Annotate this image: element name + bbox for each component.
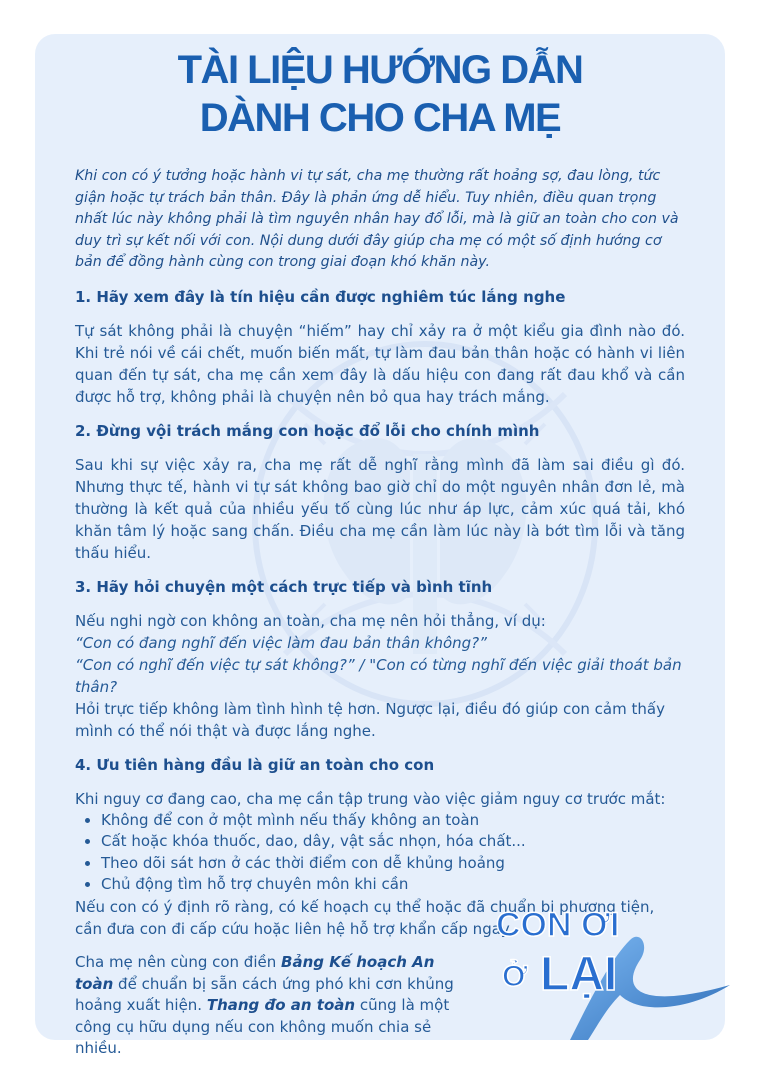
logo-word-o: Ở bbox=[502, 960, 528, 993]
list-item: • Không để con ở một mình nếu thấy không an toàn bbox=[101, 810, 685, 832]
section-3-quote-1: “Con có đang nghĩ đến việc làm đau bản thân không?” bbox=[75, 633, 487, 652]
section-4-lead: Khi nguy cơ đang cao, cha mẹ cần tập trung vào việc giảm nguy cơ trước mắt: bbox=[75, 789, 666, 808]
section-3-quote-2: “Con có nghĩ đến việc tự sát không?” / "Con có từng nghĩ đến việc giải thoát bản thân? bbox=[75, 655, 682, 696]
safety-scale-link: Thang đo an toàn bbox=[206, 996, 356, 1015]
section-1-body: Tự sát không phải là chuyện “hiếm” hay chỉ xảy ra ở một kiểu gia đình nào đó. Khi trẻ nói về cái chết, muốn biến mất, tự làm đau bản thân hoặc có hành vi liên quan đến tự sát, cha mẹ cần xem đây là dấu hiệu con đang rất đau khổ và cần được hỗ trợ, không phải là chuyện nên bỏ qua hay trách mắng. bbox=[75, 321, 685, 406]
section-2-heading: 2. Đừng vội trách mắng con hoặc đổ lỗi cho chính mình bbox=[75, 421, 540, 440]
section-3-tail: Hỏi trực tiếp không làm tình hình tệ hơn. Ngược lại, điều đó giúp con cảm thấy mình có thể nói thật và được lắng nghe. bbox=[75, 699, 665, 740]
page-title bbox=[75, 46, 685, 142]
closing-text-1: Cha mẹ nên cùng con điền bbox=[75, 952, 282, 971]
safety-bullet-list bbox=[75, 810, 685, 896]
closing-text-2: để chuẩn bị sẵn cách ứng phó khi cơn khủng hoảng xuất hiện. bbox=[75, 974, 454, 1015]
section-2-body: Sau khi sự việc xảy ra, cha mẹ rất dễ nghĩ rằng mình đã làm sai điều gì đó. Nhưng thực tế, hành vi tự sát không bao giờ chỉ do một nguyên nhân đơn lẻ, mà thường là kết quả của nhiều yếu tố cùng lúc như áp lực, cảm xúc quá tải, khó khăn tâm lý hoặc sang chấn. Điều cha mẹ cần làm lúc này là bớt tìm lỗi và tăng thấu hiểu. bbox=[75, 455, 685, 562]
intro-paragraph: Khi con có ý tưởng hoặc hành vi tự sát, cha mẹ thường rất hoảng sợ, đau lòng, tức giận hoặc tự trách bản thân. Đây là phản ứng dễ hiểu. Tuy nhiên, điều quan trọng nhất lúc này không phải là tìm nguyên nhân hay đổ lỗi, mà là giữ an toàn cho con và duy trì sự kết nối với con. Nội dung dưới đây giúp cha mẹ có một số định hướng cơ bản để đồng hành cùng con trong giai đoạn khó khăn này. bbox=[75, 168, 679, 271]
con-oi-o-lai-logo bbox=[490, 890, 730, 1040]
closing-paragraph bbox=[75, 952, 455, 1060]
list-item: • Cất hoặc khóa thuốc, dao, dây, vật sắc nhọn, hóa chất... bbox=[101, 831, 685, 853]
closing-text-3: cũng là một công cụ hữu dụng nếu con không muốn chia sẻ nhiều. bbox=[75, 996, 450, 1058]
section-4-heading: 4. Ưu tiên hàng đầu là giữ an toàn cho con bbox=[75, 755, 435, 774]
section-4-tail: Nếu con có ý định rõ ràng, có kế hoạch cụ thể hoặc đã chuẩn bị phương tiện, cần đưa con đi cấp cứu hoặc liên hệ hỗ trợ khẩn cấp ngay. bbox=[75, 897, 655, 938]
section-1-heading: 1. Hãy xem đây là tín hiệu cần được nghiêm túc lắng nghe bbox=[75, 287, 566, 306]
section-3-heading: 3. Hãy hỏi chuyện một cách trực tiếp và bình tĩnh bbox=[75, 577, 493, 596]
list-item: • Chủ động tìm hỗ trợ chuyên môn khi cần bbox=[101, 874, 685, 896]
logo-word-lai: LẠI bbox=[540, 948, 618, 1001]
safety-plan-link: Bảng Kế hoạch An toàn bbox=[75, 952, 435, 993]
title-line-1: TÀI LIỆU HƯỚNG DẪN bbox=[177, 48, 583, 92]
title-line-2: DÀNH CHO CHA MẸ bbox=[199, 96, 561, 140]
list-item: • Theo dõi sát hơn ở các thời điểm con dễ khủng hoảng bbox=[101, 853, 685, 875]
section-3-lead: Nếu nghi ngờ con không an toàn, cha mẹ nên hỏi thẳng, ví dụ: bbox=[75, 611, 546, 630]
logo-line-1: CON ƠI bbox=[496, 906, 620, 944]
